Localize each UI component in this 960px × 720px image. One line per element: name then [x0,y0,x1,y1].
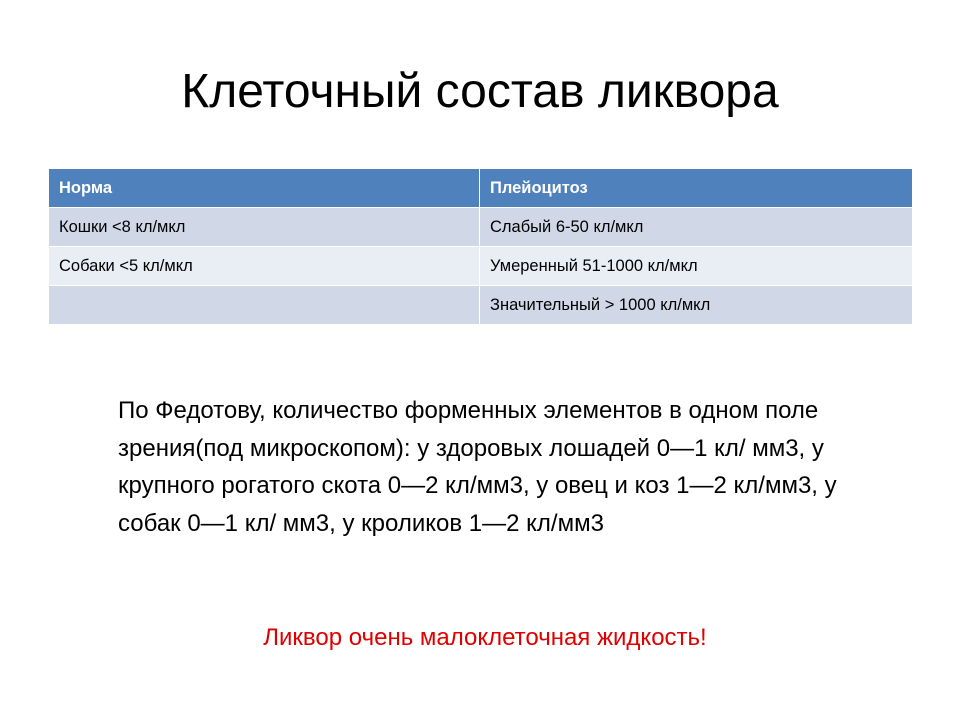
table-cell-pleocytosis: Умеренный 51-1000 кл/мкл [480,247,913,286]
header-norm: Норма [49,169,480,208]
fedotov-paragraph: По Федотову, количество форменных элементов в одном поле зрения(под микроскопом): у здоровых лошадей 0—1 кл/ мм3, у крупного рогатого скота 0—2 кл/мм3, у овец и коз 1—2 кл/мм3, у собак 0—1 кл/ мм3, у кроликов 1—2 кл/мм3 [118,397,837,537]
table-cell-pleocytosis: Слабый 6-50 кл/мкл [480,208,913,247]
table-row [49,247,913,286]
table-header-row [49,169,913,208]
header-pleocytosis: Плейоцитоз [480,169,913,208]
slide-title: Клеточный состав ликвора [181,65,779,118]
table-cell-norm: Кошки <8 кл/мкл [49,208,480,247]
cell-count-table [48,168,913,325]
table-row [49,286,913,325]
table-row [49,208,913,247]
table-cell-pleocytosis: Значительный > 1000 кл/мкл [480,286,913,325]
table-cell-norm [49,286,480,325]
table-cell-norm: Собаки <5 кл/мкл [49,247,480,286]
red-note: Ликвор очень малоклеточная жидкость! [263,624,707,651]
